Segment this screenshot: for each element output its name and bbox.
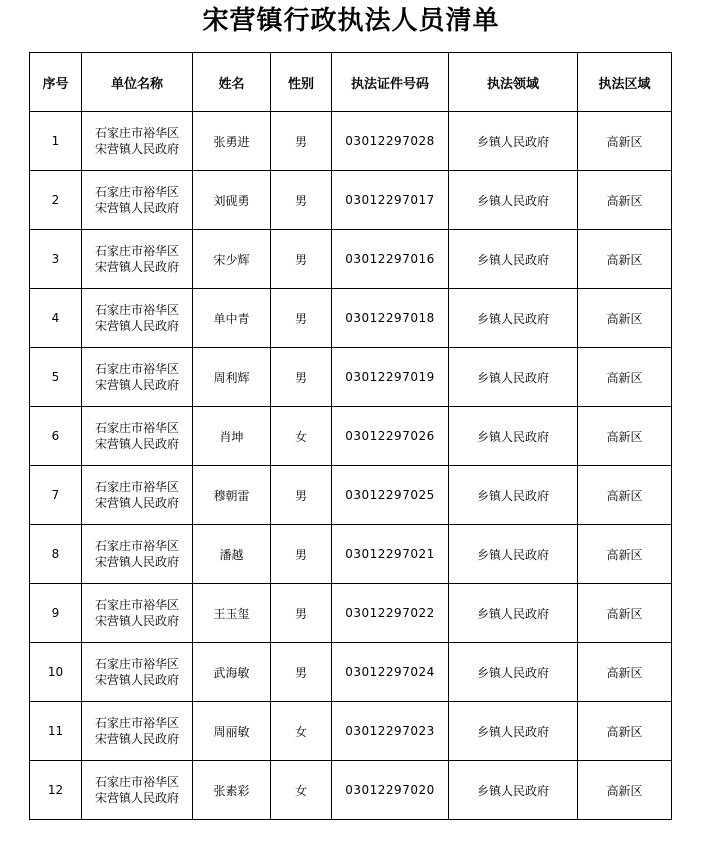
region-cell: 高新区 xyxy=(578,289,672,348)
serial-cell: 6 xyxy=(30,407,82,466)
region-cell: 高新区 xyxy=(578,407,672,466)
serial-cell: 11 xyxy=(30,702,82,761)
unit-line-2: 宋营镇人民政府 xyxy=(94,378,179,392)
region-cell: 高新区 xyxy=(578,761,672,820)
table-row xyxy=(30,761,672,820)
cert-number-cell: 03012297018 xyxy=(332,289,449,348)
field-cell: 乡镇人民政府 xyxy=(449,348,578,407)
unit-cell xyxy=(82,407,193,466)
region-cell: 高新区 xyxy=(578,348,672,407)
unit-line-1: 石家庄市裕华区 xyxy=(94,657,179,671)
name-cell: 单中青 xyxy=(193,289,271,348)
gender-cell: 男 xyxy=(271,230,332,289)
region-cell: 高新区 xyxy=(578,584,672,643)
table-row xyxy=(30,289,672,348)
region-cell: 高新区 xyxy=(578,112,672,171)
name-cell: 肖坤 xyxy=(193,407,271,466)
region-cell: 高新区 xyxy=(578,643,672,702)
unit-line-1: 石家庄市裕华区 xyxy=(94,480,179,494)
name-cell: 张素彩 xyxy=(193,761,271,820)
gender-cell: 女 xyxy=(271,407,332,466)
unit-line-2: 宋营镇人民政府 xyxy=(94,555,179,569)
gender-cell: 男 xyxy=(271,171,332,230)
field-cell: 乡镇人民政府 xyxy=(449,584,578,643)
cert-number-cell: 03012297026 xyxy=(332,407,449,466)
serial-cell: 12 xyxy=(30,761,82,820)
header-gender: 性别 xyxy=(271,53,332,112)
unit-cell xyxy=(82,112,193,171)
name-cell: 穆朝雷 xyxy=(193,466,271,525)
unit-line-2: 宋营镇人民政府 xyxy=(94,614,179,628)
unit-line-1: 石家庄市裕华区 xyxy=(94,362,179,376)
serial-cell: 10 xyxy=(30,643,82,702)
field-cell: 乡镇人民政府 xyxy=(449,171,578,230)
name-cell: 周丽敏 xyxy=(193,702,271,761)
header-row xyxy=(30,53,672,112)
unit-cell xyxy=(82,348,193,407)
cert-number-cell: 03012297028 xyxy=(332,112,449,171)
cert-number-cell: 03012297020 xyxy=(332,761,449,820)
unit-cell xyxy=(82,584,193,643)
unit-cell xyxy=(82,466,193,525)
field-cell: 乡镇人民政府 xyxy=(449,466,578,525)
field-cell: 乡镇人民政府 xyxy=(449,230,578,289)
unit-cell xyxy=(82,525,193,584)
serial-cell: 2 xyxy=(30,171,82,230)
field-cell: 乡镇人民政府 xyxy=(449,702,578,761)
unit-cell xyxy=(82,230,193,289)
table-row xyxy=(30,525,672,584)
name-cell: 张勇进 xyxy=(193,112,271,171)
unit-line-1: 石家庄市裕华区 xyxy=(94,126,179,140)
field-cell: 乡镇人民政府 xyxy=(449,407,578,466)
region-cell: 高新区 xyxy=(578,171,672,230)
gender-cell: 男 xyxy=(271,643,332,702)
unit-line-2: 宋营镇人民政府 xyxy=(94,260,179,274)
serial-cell: 7 xyxy=(30,466,82,525)
name-cell: 王玉玺 xyxy=(193,584,271,643)
table-header xyxy=(30,53,672,112)
gender-cell: 男 xyxy=(271,584,332,643)
name-cell: 周利辉 xyxy=(193,348,271,407)
header-cert-number: 执法证件号码 xyxy=(332,53,449,112)
unit-cell xyxy=(82,702,193,761)
unit-line-1: 石家庄市裕华区 xyxy=(94,421,179,435)
gender-cell: 男 xyxy=(271,466,332,525)
header-name: 姓名 xyxy=(193,53,271,112)
name-cell: 武海敏 xyxy=(193,643,271,702)
field-cell: 乡镇人民政府 xyxy=(449,761,578,820)
unit-line-2: 宋营镇人民政府 xyxy=(94,673,179,687)
cert-number-cell: 03012297023 xyxy=(332,702,449,761)
gender-cell: 女 xyxy=(271,761,332,820)
unit-line-2: 宋营镇人民政府 xyxy=(94,201,179,215)
field-cell: 乡镇人民政府 xyxy=(449,112,578,171)
unit-cell xyxy=(82,171,193,230)
cert-number-cell: 03012297024 xyxy=(332,643,449,702)
table-row xyxy=(30,702,672,761)
field-cell: 乡镇人民政府 xyxy=(449,525,578,584)
unit-line-1: 石家庄市裕华区 xyxy=(94,185,179,199)
unit-line-1: 石家庄市裕华区 xyxy=(94,303,179,317)
cert-number-cell: 03012297016 xyxy=(332,230,449,289)
table-row xyxy=(30,643,672,702)
table-row xyxy=(30,348,672,407)
field-cell: 乡镇人民政府 xyxy=(449,643,578,702)
gender-cell: 男 xyxy=(271,289,332,348)
table-row xyxy=(30,112,672,171)
unit-line-1: 石家庄市裕华区 xyxy=(94,244,179,258)
gender-cell: 男 xyxy=(271,112,332,171)
table-row xyxy=(30,230,672,289)
unit-line-2: 宋营镇人民政府 xyxy=(94,319,179,333)
gender-cell: 男 xyxy=(271,525,332,584)
name-cell: 宋少辉 xyxy=(193,230,271,289)
table-row xyxy=(30,171,672,230)
serial-cell: 1 xyxy=(30,112,82,171)
field-cell: 乡镇人民政府 xyxy=(449,289,578,348)
cert-number-cell: 03012297025 xyxy=(332,466,449,525)
header-unit: 单位名称 xyxy=(82,53,193,112)
page-title: 宋营镇行政执法人员清单 xyxy=(202,6,500,36)
region-cell: 高新区 xyxy=(578,702,672,761)
cert-number-cell: 03012297021 xyxy=(332,525,449,584)
region-cell: 高新区 xyxy=(578,466,672,525)
unit-line-2: 宋营镇人民政府 xyxy=(94,791,179,805)
cert-number-cell: 03012297019 xyxy=(332,348,449,407)
table-row xyxy=(30,407,672,466)
gender-cell: 男 xyxy=(271,348,332,407)
unit-line-1: 石家庄市裕华区 xyxy=(94,598,179,612)
unit-line-2: 宋营镇人民政府 xyxy=(94,732,179,746)
table-body xyxy=(30,112,672,820)
serial-cell: 9 xyxy=(30,584,82,643)
header-region: 执法区域 xyxy=(578,53,672,112)
header-serial: 序号 xyxy=(30,53,82,112)
unit-line-1: 石家庄市裕华区 xyxy=(94,775,179,789)
table-row xyxy=(30,466,672,525)
serial-cell: 3 xyxy=(30,230,82,289)
table-row xyxy=(30,584,672,643)
unit-cell xyxy=(82,761,193,820)
name-cell: 潘越 xyxy=(193,525,271,584)
cert-number-cell: 03012297017 xyxy=(332,171,449,230)
serial-cell: 8 xyxy=(30,525,82,584)
unit-line-1: 石家庄市裕华区 xyxy=(94,539,179,553)
personnel-table xyxy=(29,52,672,820)
gender-cell: 女 xyxy=(271,702,332,761)
region-cell: 高新区 xyxy=(578,525,672,584)
unit-line-2: 宋营镇人民政府 xyxy=(94,142,179,156)
unit-line-1: 石家庄市裕华区 xyxy=(94,716,179,730)
serial-cell: 5 xyxy=(30,348,82,407)
serial-cell: 4 xyxy=(30,289,82,348)
unit-cell xyxy=(82,643,193,702)
name-cell: 刘砚勇 xyxy=(193,171,271,230)
cert-number-cell: 03012297022 xyxy=(332,584,449,643)
unit-line-2: 宋营镇人民政府 xyxy=(94,437,179,451)
region-cell: 高新区 xyxy=(578,230,672,289)
unit-line-2: 宋营镇人民政府 xyxy=(94,496,179,510)
header-field: 执法领域 xyxy=(449,53,578,112)
unit-cell xyxy=(82,289,193,348)
